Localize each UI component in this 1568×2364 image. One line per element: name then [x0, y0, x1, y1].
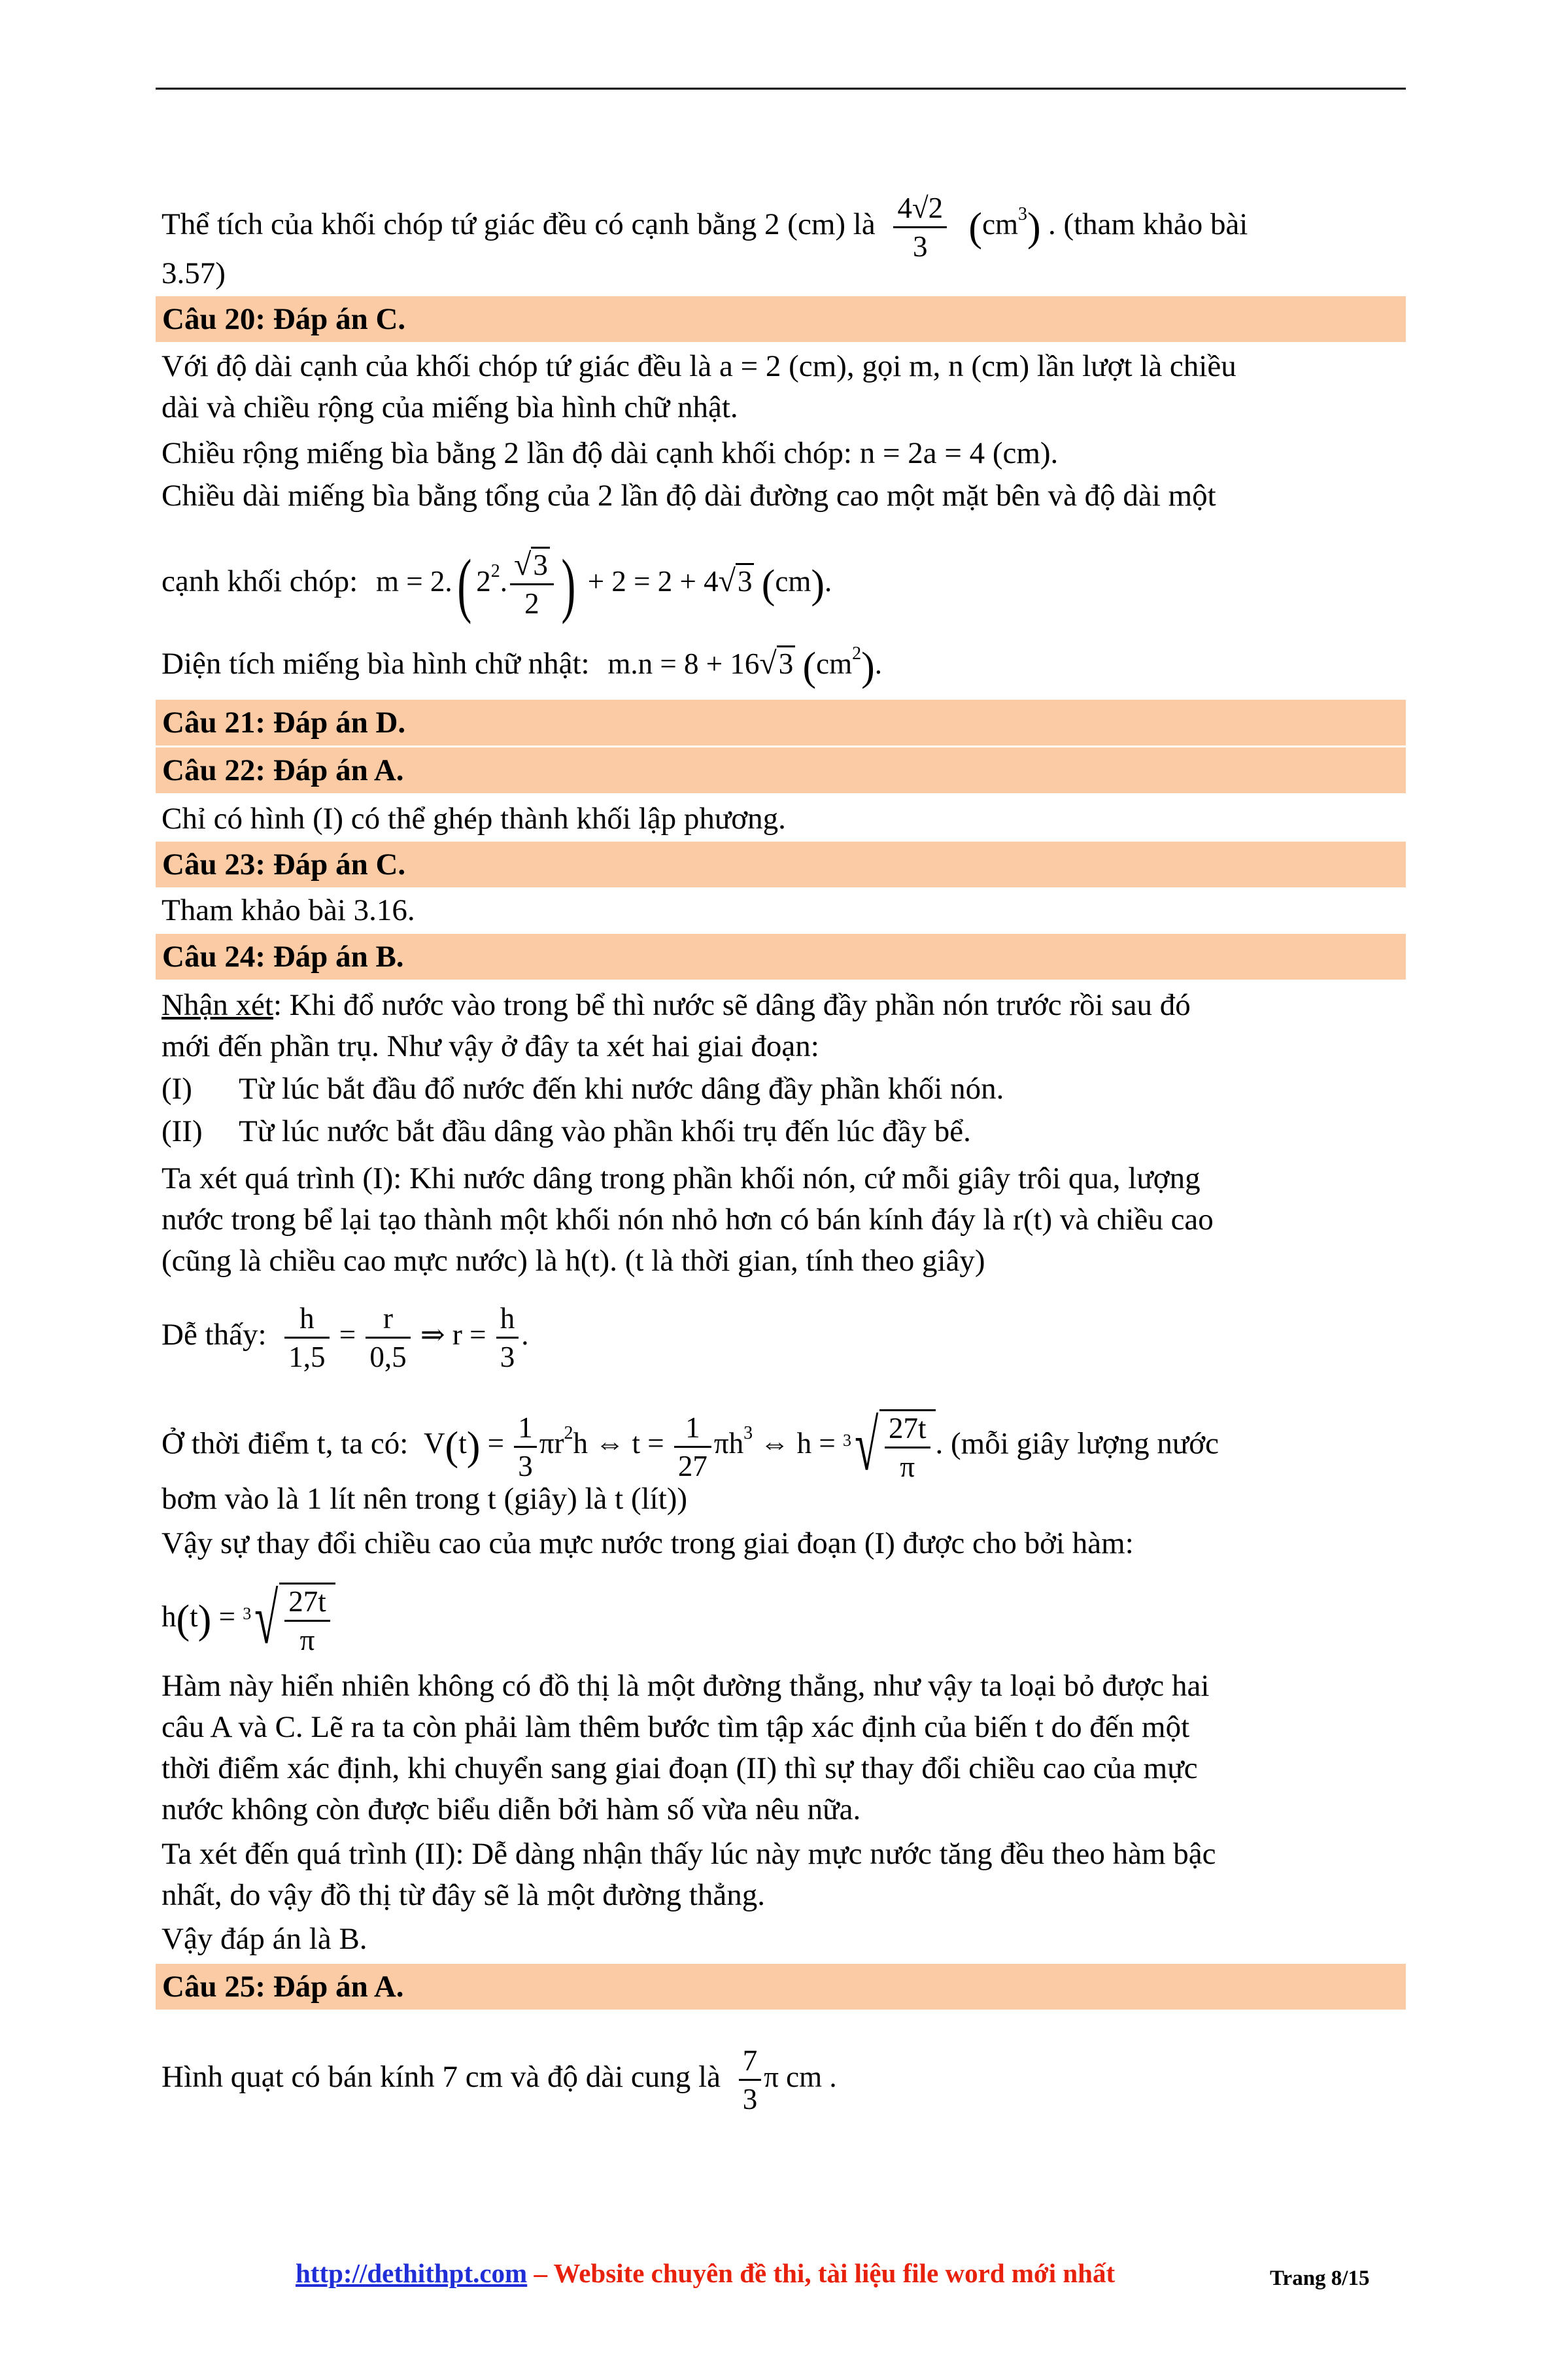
footer-website[interactable]: http://dethithpt.com – Website chuyên đề thi, tài liệu file word mới nhất	[296, 2258, 1116, 2288]
volume-fraction: $\frac{4√2}{3}$	[893, 191, 947, 264]
footer-url-link[interactable]: http://dethithpt.com	[296, 2258, 528, 2288]
q24-line7: (cũng là chiều cao mực nước) là h(t). (t là thời gian, tính theo giây)	[162, 1244, 985, 1278]
q22-line1: Chỉ có hình (I) có thể ghép thành khối lập phương.	[162, 802, 786, 836]
q24-line1: Nhận xét: Khi đổ nước vào trong bể thì nước sẽ dâng đầy phần nón trước rồi sau đó	[162, 988, 1191, 1022]
q24-height-function: h(t) = 3 √ $\frac{27t}{\pi}$	[162, 1583, 335, 1657]
q22-answer-header: Câu 22: Đáp án A.	[156, 747, 1406, 793]
q20-answer-header: Câu 20: Đáp án C.	[156, 296, 1406, 342]
q24-line18: nhất, do vậy đồ thị từ đây sẽ là một đường thẳng.	[162, 1878, 765, 1912]
q24-line17: Ta xét đến quá trình (II): Dễ dàng nhận thấy lúc này mực nước tăng đều theo hàm bậc	[162, 1837, 1216, 1871]
q24-line5: Ta xét quá trình (I): Khi nước dâng trong phần khối nón, cứ mỗi giây trôi qua, lượng	[162, 1161, 1201, 1195]
q24-line19: Vậy đáp án là B.	[162, 1922, 367, 1956]
q19-volume-line: Thể tích của khối chóp tứ giác đều có cạnh bằng 2 (cm) là $\frac{4√2}{3}$ $(cm^3)$ . (tham khảo bài	[162, 192, 1248, 263]
q24-line15: thời điểm xác định, khi chuyển sang giai đoạn (II) thì sự thay đổi chiều cao của mực	[162, 1751, 1198, 1785]
q23-answer-header: Câu 23: Đáp án C.	[156, 842, 1406, 887]
q24-volume-formula: Ở thời điểm t, ta có: V(t) = $\frac{1}{3}$ $\pi r^2h$ ⇔ t = $\frac{1}{27}$ $\pi h^3$ ⇔ h = 3 √ $\frac{27t}{\pi}$ . (mỗi giây lượng nước	[162, 1405, 1219, 1485]
q20-line4: Chiều dài miếng bìa bằng tổng của 2 lần độ dài đường cao một mặt bên và độ dài một	[162, 479, 1216, 513]
q20-line3: Chiều rộng miếng bìa bằng 2 lần độ dài cạnh khối chóp: n = 2a = 4 (cm).	[162, 436, 1059, 470]
q24-line6: nước trong bể lại tạo thành một khối nón nhỏ hơn có bán kính đáy là r(t) và chiều cao	[162, 1203, 1214, 1237]
q24-line10: bơm vào là 1 lít nên trong t (giây) là t (lít))	[162, 1482, 688, 1516]
q20-area-formula: Diện tích miếng bìa hình chữ nhật: m.n = 8 + 16√3 $(cm^2)$.	[162, 643, 883, 689]
q24-line14: câu A và C. Lẽ ra ta còn phải làm thêm bước tìm tập xác định của biến t do đến một	[162, 1710, 1190, 1744]
q20-line2: dài và chiều rộng của miếng bìa hình chữ nhật.	[162, 390, 738, 424]
q20-line1: Với độ dài cạnh của khối chóp tứ giác đều là a = 2 (cm), gọi m, n (cm) lần lượt là chiều	[162, 349, 1236, 383]
q24-answer-header: Câu 24: Đáp án B.	[156, 934, 1406, 980]
q24-line16: nước không còn được biểu diễn bởi hàm số vừa nêu nữa.	[162, 1792, 861, 1826]
q25-line1: Hình quạt có bán kính 7 cm và độ dài cung là $\frac{7}{3}$ π cm .	[162, 2044, 837, 2116]
q24-ratio-formula: Dễ thấy: $\frac{h}{1,5}$ = $\frac{r}{0,5}$ ⇒ r = $\frac{h}{3}$ .	[162, 1302, 529, 1373]
q20-length-formula: cạnh khối chóp: m = 2.( $2^2$. $\frac{√3}{2}$ ) + 2 = 2 + 4√3 (cm).	[162, 544, 832, 625]
q19-line2: 3.57)	[162, 256, 226, 290]
q23-line1: Tham khảo bài 3.16.	[162, 893, 415, 927]
q24-line13: Hàm này hiển nhiên không có đồ thị là một đường thẳng, như vậy ta loại bỏ được hai	[162, 1669, 1210, 1703]
q25-answer-header: Câu 25: Đáp án A.	[156, 1964, 1406, 2010]
q24-line2: mới đến phần trụ. Như vậy ở đây ta xét hai giai đoạn:	[162, 1029, 819, 1063]
page-number: Trang 8/15	[1270, 2267, 1370, 2290]
q21-answer-header: Câu 21: Đáp án D.	[156, 700, 1406, 745]
q24-stage-i: (I) Từ lúc bắt đầu đổ nước đến khi nước dâng đầy phần khối nón.	[162, 1072, 1004, 1106]
q24-line11: Vậy sự thay đổi chiều cao của mực nước trong giai đoạn (I) được cho bởi hàm:	[162, 1526, 1134, 1560]
header-rule	[156, 88, 1406, 90]
q24-stage-ii: (II) Từ lúc nước bắt đầu dâng vào phần khối trụ đến lúc đầy bể.	[162, 1114, 971, 1148]
